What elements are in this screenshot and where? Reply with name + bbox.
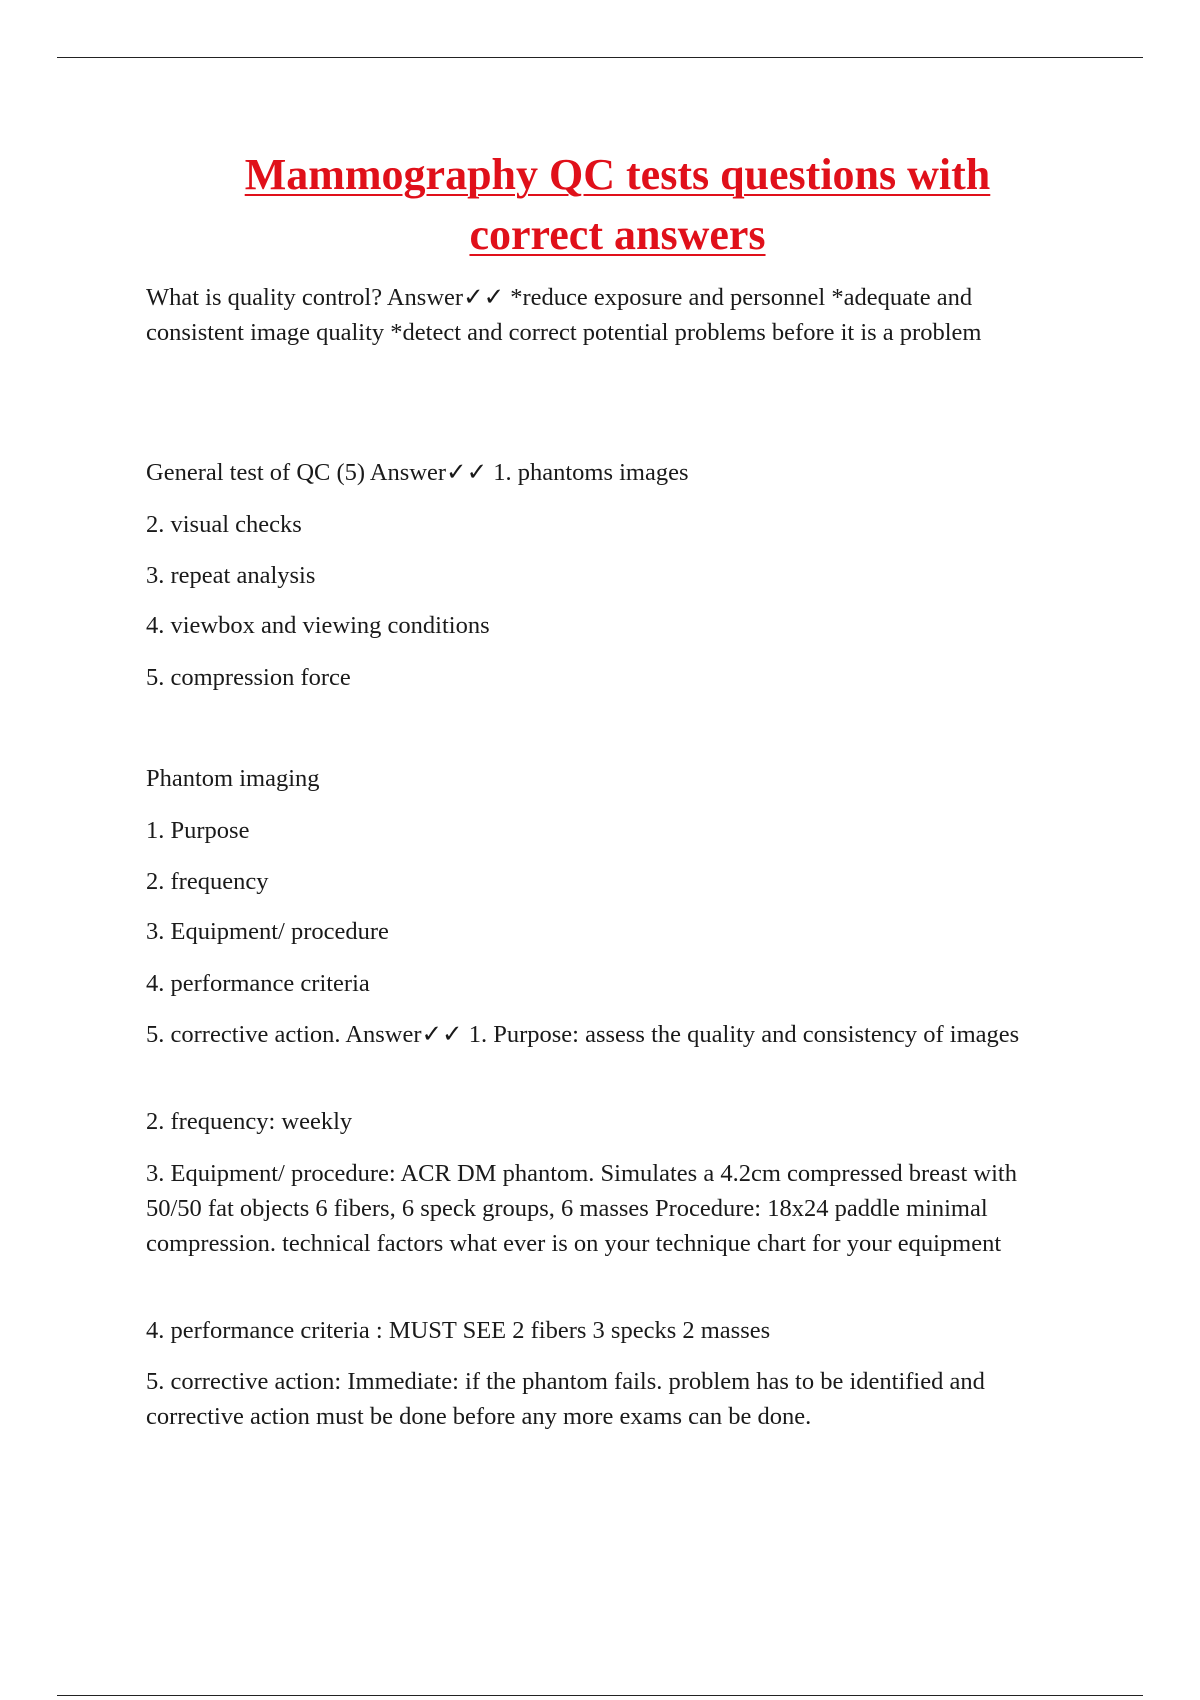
list-item: 2. frequency: [146, 868, 269, 895]
list-item: 1. Purpose: [146, 817, 250, 844]
document-title: [0, 145, 1200, 265]
list-item: 3. Equipment/ procedure: [146, 918, 389, 945]
paragraph-phantom-imaging: Phantom imaging: [146, 765, 320, 792]
list-item: 4. performance criteria : MUST SEE 2 fibers 3 specks 2 masses: [146, 1317, 771, 1344]
paragraph-general-test: General test of QC (5) Answer✓✓ 1. phantoms images: [146, 459, 689, 486]
list-item: 3. Equipment/ procedure: ACR DM phantom. Simulates a 4.2cm compressed breast with 50/50 fat objects 6 fibers, 6 speck groups, 6 masses Procedure: 18x24 paddle minimal compression. technical factors what ever is on your technique chart for your equipment: [146, 1160, 1017, 1257]
list-item: 2. frequency: weekly: [146, 1108, 353, 1135]
list-item: 5. corrective action: Immediate: if the phantom fails. problem has to be identified and corrective action must be done before any more exams can be done.: [146, 1368, 985, 1430]
top-rule: [57, 57, 1143, 58]
list-item: 3. repeat analysis: [146, 562, 316, 589]
list-item: 5. corrective action. Answer✓✓ 1. Purpose: assess the quality and consistency of images: [146, 1021, 1020, 1048]
list-item: 4. performance criteria: [146, 970, 370, 997]
title-line-1: Mammography QC tests questions with: [244, 150, 991, 199]
title-line-2: correct answers: [469, 210, 766, 259]
paragraph-quality-control: What is quality control? Answer✓✓ *reduce exposure and personnel *adequate and consistent image quality *detect and correct potential problems before it is a problem: [146, 284, 982, 346]
bottom-rule: [57, 1695, 1143, 1696]
list-item: 2. visual checks: [146, 511, 302, 538]
list-item: 4. viewbox and viewing conditions: [146, 612, 490, 639]
list-item: 5. compression force: [146, 664, 351, 691]
